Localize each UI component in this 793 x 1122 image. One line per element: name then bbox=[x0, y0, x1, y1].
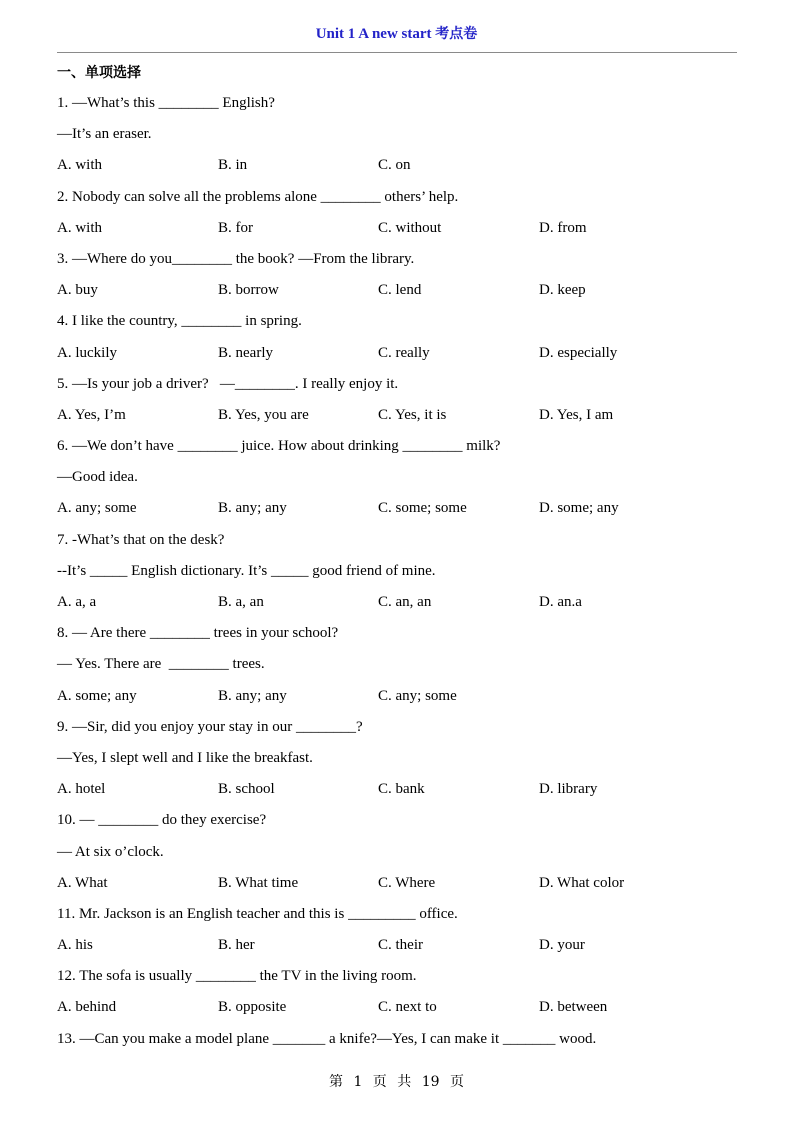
answer-option: B. any; any bbox=[218, 687, 287, 704]
answer-option: B. a, an bbox=[218, 594, 264, 610]
question-line: 13. —Can you make a model plane _______ a knife?—Yes, I can make it _______ wood. bbox=[57, 1030, 597, 1047]
answer-option: A. What bbox=[57, 874, 108, 891]
answer-option: B. school bbox=[218, 781, 275, 798]
answer-option: D. some; any bbox=[539, 500, 619, 517]
answer-option: C. their bbox=[378, 937, 423, 954]
answer-option: A. with bbox=[57, 157, 102, 174]
answer-option: B. her bbox=[218, 937, 255, 954]
question-line: 6. —We don’t have ________ juice. How about drinking ________ milk? bbox=[57, 438, 501, 455]
page-footer: 第 1 页 共 19 页 bbox=[329, 1074, 464, 1090]
answer-option: B. nearly bbox=[218, 344, 273, 361]
question-line: 9. —Sir, did you enjoy your stay in our ________? bbox=[57, 718, 363, 735]
answer-option: A. with bbox=[57, 219, 102, 236]
question-line: 8. — Are there ________ trees in your school? bbox=[57, 625, 339, 642]
answer-option: A. buy bbox=[57, 282, 98, 299]
answer-options-row bbox=[57, 213, 747, 244]
answer-option: A. a, a bbox=[57, 594, 97, 610]
answer-option: C. Yes, it is bbox=[378, 406, 447, 423]
answer-option: D. library bbox=[539, 781, 598, 798]
answer-option: D. an.a bbox=[539, 594, 582, 610]
answer-option: A. any; some bbox=[57, 500, 137, 517]
question-line: 1. —What’s this ________ English? bbox=[57, 95, 275, 111]
answer-options-row bbox=[57, 681, 747, 712]
answer-option: C. without bbox=[378, 219, 442, 236]
answer-option: B. any; any bbox=[218, 500, 287, 517]
answer-option: A. some; any bbox=[57, 687, 137, 704]
answer-option: B. in bbox=[218, 157, 248, 174]
answer-option: C. really bbox=[378, 344, 430, 361]
answer-option: C. Where bbox=[378, 874, 436, 891]
answer-option: D. from bbox=[539, 219, 587, 236]
question-line: — Yes. There are ________ trees. bbox=[57, 656, 265, 673]
question-line: 5. —Is your job a driver? —________. I really enjoy it. bbox=[57, 375, 399, 392]
answer-option: B. Yes, you are bbox=[218, 406, 309, 423]
answer-option: A. behind bbox=[57, 999, 117, 1016]
question-line: — At six o’clock. bbox=[57, 843, 164, 860]
question-line: --It’s _____ English dictionary. It’s _____ good friend of mine. bbox=[57, 562, 436, 579]
answer-options-row bbox=[57, 150, 747, 181]
answer-option: B. for bbox=[218, 219, 253, 236]
answer-option: D. especially bbox=[539, 344, 618, 361]
answer-options-row bbox=[57, 992, 747, 1023]
answer-option: A. luckily bbox=[57, 344, 117, 361]
answer-option: D. What color bbox=[539, 874, 625, 891]
answer-options-row bbox=[57, 400, 747, 431]
question-line: 2. Nobody can solve all the problems alone ________ others’ help. bbox=[57, 188, 459, 205]
answer-option: D. Yes, I am bbox=[539, 406, 614, 423]
question-line: 11. Mr. Jackson is an English teacher and this is _________ office. bbox=[57, 905, 458, 922]
page-header-title bbox=[0, 23, 793, 43]
answer-option: C. next to bbox=[378, 999, 437, 1016]
answer-option: B. What time bbox=[218, 874, 299, 891]
question-line: 12. The sofa is usually ________ the TV in the living room. bbox=[57, 968, 417, 985]
answer-option: C. some; some bbox=[378, 500, 467, 517]
answer-option: C. bank bbox=[378, 781, 425, 798]
answer-option: C. any; some bbox=[378, 687, 457, 704]
question-line: 7. -What’s that on the desk? bbox=[57, 531, 225, 548]
section-heading: 一、单项选择 bbox=[57, 65, 141, 81]
question-line: —Yes, I slept well and I like the breakfast. bbox=[57, 749, 313, 766]
answer-option: A. Yes, I’m bbox=[57, 406, 126, 423]
answer-option: C. lend bbox=[378, 282, 422, 299]
question-list bbox=[57, 88, 747, 1055]
answer-options-row bbox=[57, 493, 747, 524]
answer-option: C. an, an bbox=[378, 594, 432, 610]
question-line: 3. —Where do you________ the book? —From the library. bbox=[57, 250, 415, 267]
answer-options-row bbox=[57, 930, 747, 961]
answer-options-row bbox=[57, 868, 747, 899]
answer-options-row bbox=[57, 587, 747, 618]
answer-options-row bbox=[57, 774, 747, 805]
answer-option: B. opposite bbox=[218, 999, 287, 1016]
header-title-cn: 考点卷 bbox=[435, 26, 478, 42]
header-title-en: Unit 1 A new start bbox=[315, 26, 432, 42]
question-line: —Good idea. bbox=[57, 469, 138, 486]
answer-option: C. on bbox=[378, 157, 411, 174]
question-line: 4. I like the country, ________ in spring. bbox=[57, 313, 302, 330]
answer-option: A. hotel bbox=[57, 781, 106, 798]
answer-option: D. between bbox=[539, 999, 608, 1016]
answer-options-row bbox=[57, 338, 747, 369]
answer-option: A. his bbox=[57, 937, 93, 954]
question-line: —It’s an eraser. bbox=[57, 126, 152, 143]
answer-option: B. borrow bbox=[218, 282, 279, 299]
answer-options-row bbox=[57, 275, 747, 306]
header-divider bbox=[57, 52, 737, 53]
answer-option: D. your bbox=[539, 937, 585, 954]
question-line: 10. — ________ do they exercise? bbox=[57, 812, 267, 829]
answer-option: D. keep bbox=[539, 282, 586, 299]
